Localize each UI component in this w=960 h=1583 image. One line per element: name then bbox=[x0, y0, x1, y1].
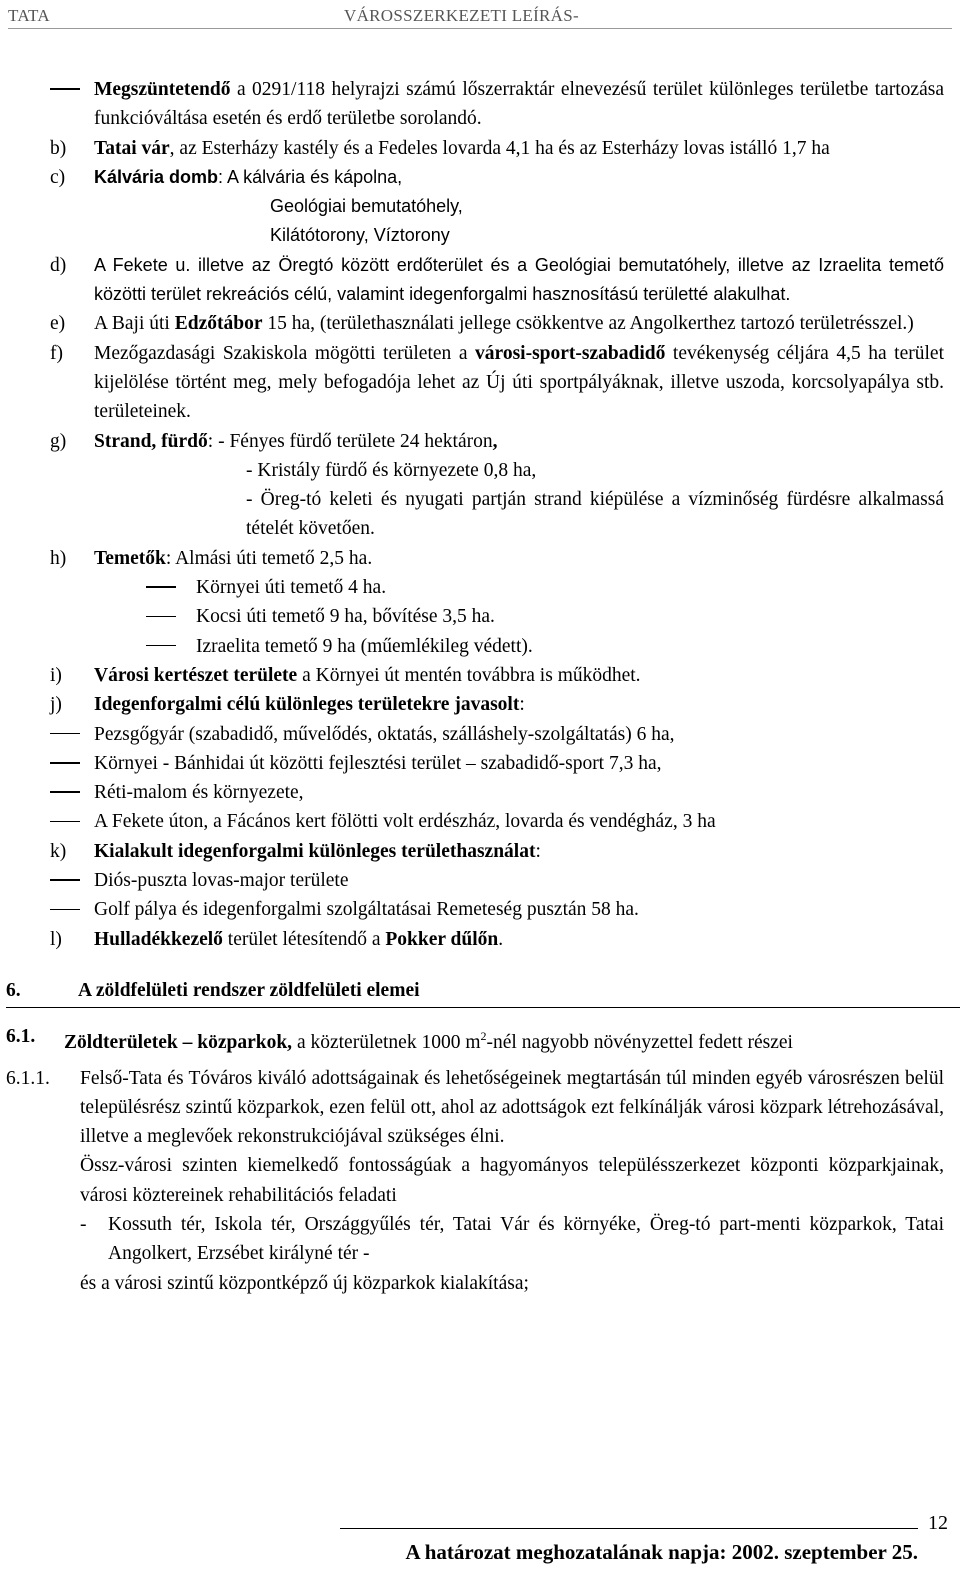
paragraph-2: Össz-városi szinten kiemelkedő fontosságúak a hagyományos településszerkezet központi közparkjainak, városi köztereinek rehabilitációs feladati bbox=[80, 1155, 944, 1206]
bullet-line: - Kossuth tér, Iskola tér, Országgyűlés tér, Tatai Vár és környéke, Öreg-tó part-menti közparkok, Tatai Angolkert, Erzsébet királyné tér - bbox=[80, 1213, 944, 1265]
header-city: TATA bbox=[8, 6, 50, 25]
list-item-c: c) Kálvária domb: A kálvária és kápolna, bbox=[50, 166, 403, 188]
list-item-h-sub2: Kocsi úti temető 9 ha, bővítése 3,5 ha. bbox=[50, 602, 944, 631]
list-item-c-line2: Geológiai bemutatóhely, bbox=[270, 196, 463, 217]
document-body bbox=[6, 75, 944, 1298]
list-item-h: h) Temetők: Almási úti temető 2,5 ha. bbox=[50, 547, 373, 569]
list-item-f: f) Mezőgazdasági Szakiskola mögötti területen a városi-sport-szabadidő tevékenység céljára 4,5 ha terület kijelölése történt meg, mely befogadója lehet az Új úti sportpályáknak, illetve uszoda, korcsolyapálya stb. területeinek. bbox=[50, 342, 944, 423]
dash-bullet bbox=[50, 75, 94, 134]
section-6-heading: 6. A zöldfelületi rendszer zöldfelületi elemei bbox=[6, 976, 960, 1008]
dash-bullet bbox=[50, 749, 94, 778]
list-item-g-line3: - Öreg-tó keleti és nyugati partján strand kiépülése a vízminőség fürdésre alkalmassá tételét követően. bbox=[246, 489, 944, 540]
dash-bullet bbox=[50, 895, 94, 924]
footer-text: A határozat meghozatalának napja: 2002. szeptember 25. bbox=[405, 1540, 918, 1564]
list-item-j-sub3: Réti-malom és környezete, bbox=[50, 778, 944, 807]
list-item-j: j) Idegenforgalmi célú különleges területekre javasolt: bbox=[50, 694, 525, 716]
list-item-c-line3: Kilátótorony, Víztorony bbox=[270, 225, 450, 246]
dash-bullet bbox=[146, 632, 196, 661]
header-title: VÁROSSZERKEZETI LEÍRÁS- bbox=[344, 6, 579, 25]
list-item-l: l) Hulladékkezelő terület létesítendő a Pokker dűlőn. bbox=[50, 928, 504, 950]
dash-bullet bbox=[50, 866, 94, 895]
section-6-1-1: 6.1.1. Felső-Tata és Tóváros kiváló adottságainak és lehetőségeinek megtartásán túl minden egyéb városrészen belül településrész szintű közparkok, ezen felül ott, ahol az adottságok ezt felkínálják városi közpark létrehozásával, illetve a meglevőek rekonstrukciójával szükséges élni. Össz-városi szinten kiemelkedő fontosságúak a hagyományos településszerkezet központi közparkjainak, városi köztereinek rehabilitációs feladati - Kossuth tér, Iskola tér, Országgyűlés tér, Tatai Vár és környéke, Öreg-tó part-menti közparkok, Tatai Angolkert, Erzsébet királyné tér - és a városi szintű központképző új közparkok kialakítása; bbox=[6, 1064, 944, 1298]
footer-rule bbox=[340, 1528, 918, 1529]
dash-bullet bbox=[146, 573, 196, 602]
list-item-e: e) A Baji úti Edzőtábor 15 ha, (területhasználati jellege csökkentve az Angolkerthez tartozó területrésszel.) bbox=[50, 313, 914, 335]
list-item-b: b) Tatai vár, az Esterházy kastély és a Fedeles lovarda 4,1 ha és az Esterházy lovas istálló 1,7 ha bbox=[50, 137, 830, 159]
dash-bullet bbox=[146, 602, 196, 631]
list-item-k: k) Kialakult idegenforgalmi különleges területhasználat: bbox=[50, 840, 541, 862]
page-number: 12 bbox=[928, 1512, 948, 1534]
list-item-i: i) Városi kertészet területe a Környei út mentén továbbra is működhet. bbox=[50, 664, 641, 686]
paragraph-1: Felső-Tata és Tóváros kiváló adottságainak és lehetőségeinek megtartásán túl minden egyéb városrészen belül településrész szintű közparkok, ezen felül ott, ahol az adottságok ezt felkínálják városi közpark létrehozásával, illetve a meglevőek rekonstrukciójával szükséges élni. bbox=[80, 1067, 944, 1148]
section-6-1: 6.1. Zöldterületek – közparkok, a közterületnek 1000 $m^2$-nél nagyobb növényzettel fedett részei bbox=[6, 1026, 793, 1054]
list-item-k-sub1: Diós-puszta lovas-major területe bbox=[50, 866, 944, 895]
list-item-g-line2: - Kristály fürdő és környezete 0,8 ha, bbox=[246, 459, 537, 481]
list-item-h-sub1: Környei úti temető 4 ha. bbox=[50, 573, 944, 602]
list-item-d: d) A Fekete u. illetve az Öregtó között erdőterület és a Geológiai bemutatóhely, illetve az Izraelita temető közötti terület rekreációs célú, valamint idegenforgalmi hasznosítású területté alakulhat. bbox=[50, 254, 944, 305]
page-header bbox=[8, 4, 952, 29]
list-item-k-sub2: Golf pálya és idegenforgalmi szolgáltatásai Remeteség pusztán 58 ha. bbox=[50, 895, 944, 924]
list-item-j-sub4: A Fekete úton, a Fácános kert fölötti volt erdészház, lovarda és vendégház, 3 ha bbox=[50, 807, 944, 836]
list-item-j-sub1: Pezsgőgyár (szabadidő, művelődés, oktatás, szálláshely-szolgáltatás) 6 ha, bbox=[50, 720, 944, 749]
list-item-j-sub2: Környei - Bánhidai út közötti fejlesztési terület – szabadidő-sport 7,3 ha, bbox=[50, 749, 944, 778]
list-item-dash-a: Megszüntetendő a 0291/118 helyrajzi számú lőszerraktár elnevezésű terület különleges területbe tartozása funkcióváltása esetén és erdő területbe sorolandó. bbox=[50, 75, 944, 134]
dash-bullet bbox=[50, 720, 94, 749]
list-item-g: g) Strand, fürdő: - Fényes fürdő területe 24 hektáron, bbox=[50, 430, 498, 452]
list-item-h-sub3: Izraelita temető 9 ha (műemlékileg védett). bbox=[50, 632, 944, 661]
dash-bullet bbox=[50, 807, 94, 836]
paragraph-3: és a városi szintű központképző új közparkok kialakítása; bbox=[80, 1272, 529, 1294]
dash-bullet bbox=[50, 778, 94, 807]
